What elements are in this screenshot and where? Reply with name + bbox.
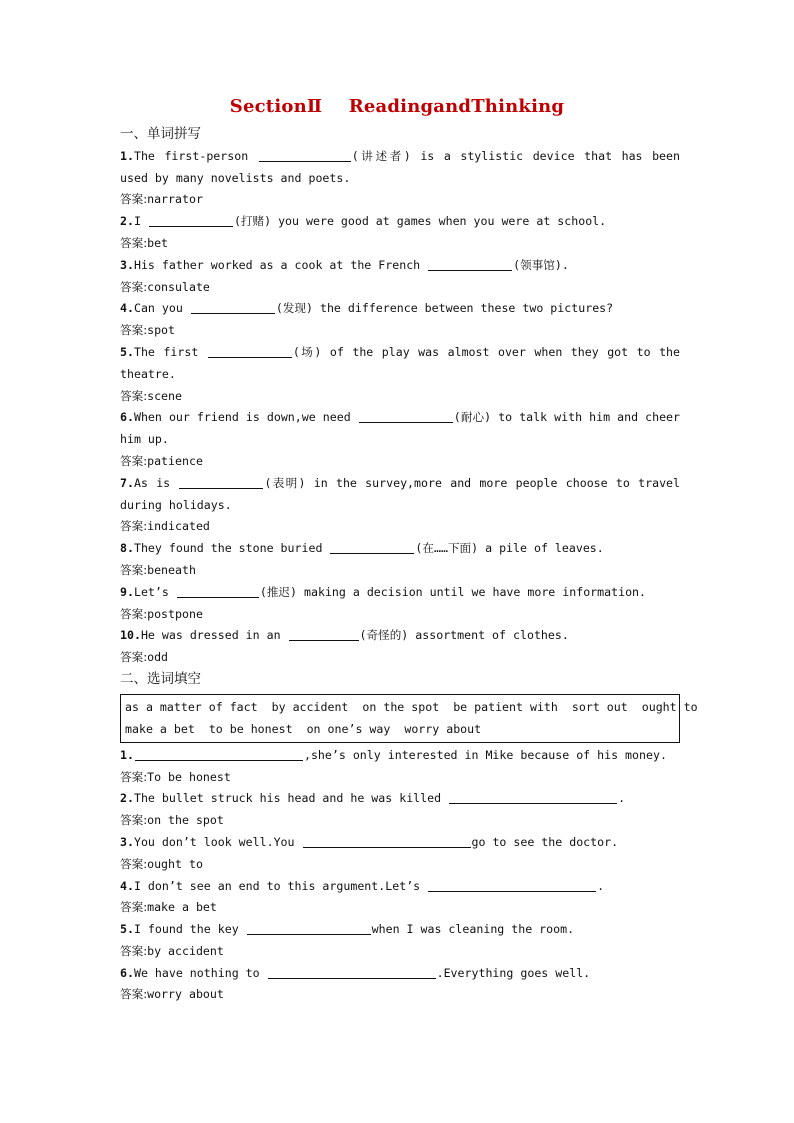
answer-blank (247, 922, 371, 935)
question-number: 8. (120, 541, 134, 556)
answer-label: 答案: (120, 813, 148, 828)
answer-text: by accident (147, 943, 224, 958)
answer-label: 答案: (120, 453, 148, 468)
question-text: making a decision until we have more information. (304, 584, 647, 599)
answer-blank (289, 628, 359, 641)
word-bank-item: be patient with (453, 699, 558, 714)
answer-line (120, 941, 680, 963)
question-text: to talk with him and cheer (498, 410, 681, 425)
answer-text: To be honest (147, 769, 231, 784)
answer-label: 答案: (120, 900, 148, 915)
chinese-hint: (奇怪的) (359, 628, 409, 643)
question-text: the difference between these two pictures? (319, 301, 614, 316)
chinese-hint: (发现) (275, 301, 313, 316)
question-text: I found the key (133, 922, 239, 937)
question-item (120, 146, 680, 190)
chinese-hint: (表明) (264, 475, 306, 490)
answer-line (120, 320, 680, 342)
question-number: 3. (120, 834, 134, 849)
answer-blank (191, 301, 275, 314)
answer-text: ought to (147, 856, 203, 871)
section2-items (120, 745, 680, 1007)
answer-text: indicated (147, 519, 210, 534)
question-number: 6. (120, 410, 134, 425)
answer-line (120, 984, 680, 1006)
word-bank-line (125, 696, 698, 718)
answer-text: beneath (147, 562, 196, 577)
question-text: ,she’s only interested in Mike because of his money. (303, 747, 667, 762)
question-text: assortment of clothes. (415, 628, 569, 643)
answer-text: patience (147, 453, 203, 468)
question-text: Let’s (133, 584, 169, 599)
answer-blank (449, 791, 617, 804)
question-item (120, 919, 680, 941)
chinese-hint: (领事馆). (513, 257, 569, 272)
word-bank-line (125, 718, 675, 740)
question-text: He was dressed in an (140, 628, 281, 643)
answer-label: 答案: (120, 856, 148, 871)
answer-line (120, 233, 680, 255)
answer-line (120, 854, 680, 876)
answer-label: 答案: (120, 650, 148, 665)
answer-line (120, 386, 680, 408)
answer-blank (330, 541, 414, 554)
question-text: As is (133, 475, 171, 490)
exercise-content (120, 124, 698, 1006)
question-item (120, 625, 680, 647)
question-text-continued: theatre. (120, 366, 176, 381)
question-number: 4. (120, 301, 134, 316)
page-title (0, 96, 794, 117)
answer-line (120, 897, 680, 919)
answer-blank (428, 879, 596, 892)
answer-label: 答案: (120, 388, 148, 403)
question-text: Can you (133, 301, 183, 316)
answer-label: 答案: (120, 279, 148, 294)
word-bank-item: make a bet (125, 721, 195, 736)
word-bank-item: worry about (404, 721, 482, 736)
answer-text: bet (147, 235, 169, 250)
question-number: 7. (120, 475, 134, 490)
question-item (120, 963, 680, 985)
question-text: . (597, 878, 605, 893)
answer-label: 答案: (120, 192, 148, 207)
answer-text: narrator (147, 192, 203, 207)
question-text-continued: him up. (120, 432, 169, 447)
word-bank-item: to be honest (208, 721, 293, 736)
question-text: you were good at games when you were at school. (278, 214, 607, 229)
answer-text: spot (147, 323, 176, 338)
word-bank-item: ought to (641, 699, 698, 714)
question-number: 10. (120, 628, 141, 643)
title-section: SectionⅡ (229, 96, 323, 117)
answer-blank (428, 258, 512, 271)
question-item (120, 255, 680, 277)
question-text: We have nothing to (133, 965, 260, 980)
answer-blank (177, 585, 259, 598)
section1-items (120, 146, 680, 669)
word-bank-item: on the spot (362, 699, 440, 714)
question-text: .Everything goes well. (436, 965, 591, 980)
answer-line (120, 560, 680, 582)
question-text: They found the stone buried (133, 541, 323, 556)
question-number: 2. (120, 791, 134, 806)
question-text: You don’t look well.You (133, 834, 295, 849)
question-number: 5. (120, 344, 134, 359)
question-text: go to see the doctor. (471, 834, 619, 849)
question-text: I (133, 214, 141, 229)
chinese-hint: (场) (292, 344, 322, 359)
answer-text: on the spot (147, 813, 224, 828)
answer-blank (179, 476, 263, 489)
chinese-hint: (在……下面) (415, 541, 479, 556)
question-item (120, 298, 680, 320)
question-item (120, 538, 680, 560)
question-text: The first-person (133, 148, 249, 163)
answer-label: 答案: (120, 323, 148, 338)
answer-line (120, 189, 680, 211)
question-text: a pile of leaves. (485, 541, 604, 556)
chinese-hint: (推迟) (259, 584, 298, 599)
question-number: 3. (120, 257, 134, 272)
question-item (120, 582, 680, 604)
question-number: 1. (120, 148, 134, 163)
question-item (120, 788, 680, 810)
question-item (120, 876, 680, 898)
answer-label: 答案: (120, 987, 148, 1002)
answer-label: 答案: (120, 606, 148, 621)
answer-blank (208, 345, 292, 358)
question-item (120, 407, 680, 451)
question-text-continued: by many novelists and poets. (154, 170, 351, 185)
question-number: 2. (120, 214, 134, 229)
question-text: The bullet struck his head and he was killed (133, 791, 442, 806)
question-number: 6. (120, 965, 134, 980)
chinese-hint: (讲述者) (351, 148, 411, 163)
answer-blank (303, 835, 471, 848)
answer-text: postpone (147, 606, 203, 621)
answer-line (120, 810, 680, 832)
answer-label: 答案: (120, 519, 148, 534)
answer-blank (149, 214, 233, 227)
answer-blank (135, 748, 303, 761)
word-bank-box (120, 694, 698, 743)
question-item (120, 211, 680, 233)
answer-label: 答案: (120, 943, 148, 958)
question-item (120, 342, 680, 386)
question-text: when I was cleaning the room. (371, 922, 575, 937)
answer-blank (259, 149, 351, 162)
answer-label: 答案: (120, 562, 148, 577)
section1-heading: 一、单词拼写 (120, 126, 201, 142)
answer-line (120, 277, 680, 299)
answer-text: scene (147, 388, 182, 403)
answer-line (120, 647, 680, 669)
word-bank-item: on one’s way (306, 721, 391, 736)
answer-label: 答案: (120, 769, 148, 784)
answer-text: make a bet (147, 900, 217, 915)
chinese-hint: (耐心) (453, 410, 492, 425)
answer-line (120, 767, 680, 789)
question-text: of the play was almost over when they got to the (329, 344, 681, 359)
word-bank-item: sort out (571, 699, 628, 714)
section2-heading: 二、选词填空 (120, 670, 201, 687)
answer-text: consulate (147, 279, 210, 294)
question-number: 5. (120, 922, 134, 937)
question-text: . (618, 791, 626, 806)
answer-blank (359, 410, 453, 423)
word-bank-item: as a matter of fact (125, 699, 258, 714)
question-item (120, 832, 680, 854)
answer-text: worry about (147, 987, 224, 1002)
answer-text: odd (147, 650, 169, 665)
answer-label: 答案: (120, 235, 148, 250)
question-text: When our friend is down,we need (133, 410, 351, 425)
title-name: ReadingandThinking (348, 96, 565, 117)
question-item (120, 745, 680, 767)
question-text: is a stylistic device that has been used (120, 148, 680, 185)
answer-line (120, 451, 680, 473)
answer-line (120, 604, 680, 626)
question-text-continued: holidays. (168, 497, 232, 512)
answer-line (120, 516, 680, 538)
question-text: I don’t see an end to this argument.Let’s (133, 878, 421, 893)
question-text: His father worked as a cook at the French (133, 257, 421, 272)
question-text: The first (133, 344, 199, 359)
answer-blank (268, 966, 436, 979)
question-number: 4. (120, 878, 134, 893)
question-number: 9. (120, 584, 134, 599)
question-text: in the survey,more and more people choose to travel during (120, 475, 681, 512)
question-item (120, 473, 680, 517)
question-number: 1. (120, 747, 134, 762)
word-bank-item: by accident (271, 699, 349, 714)
chinese-hint: (打赌) (233, 214, 272, 229)
